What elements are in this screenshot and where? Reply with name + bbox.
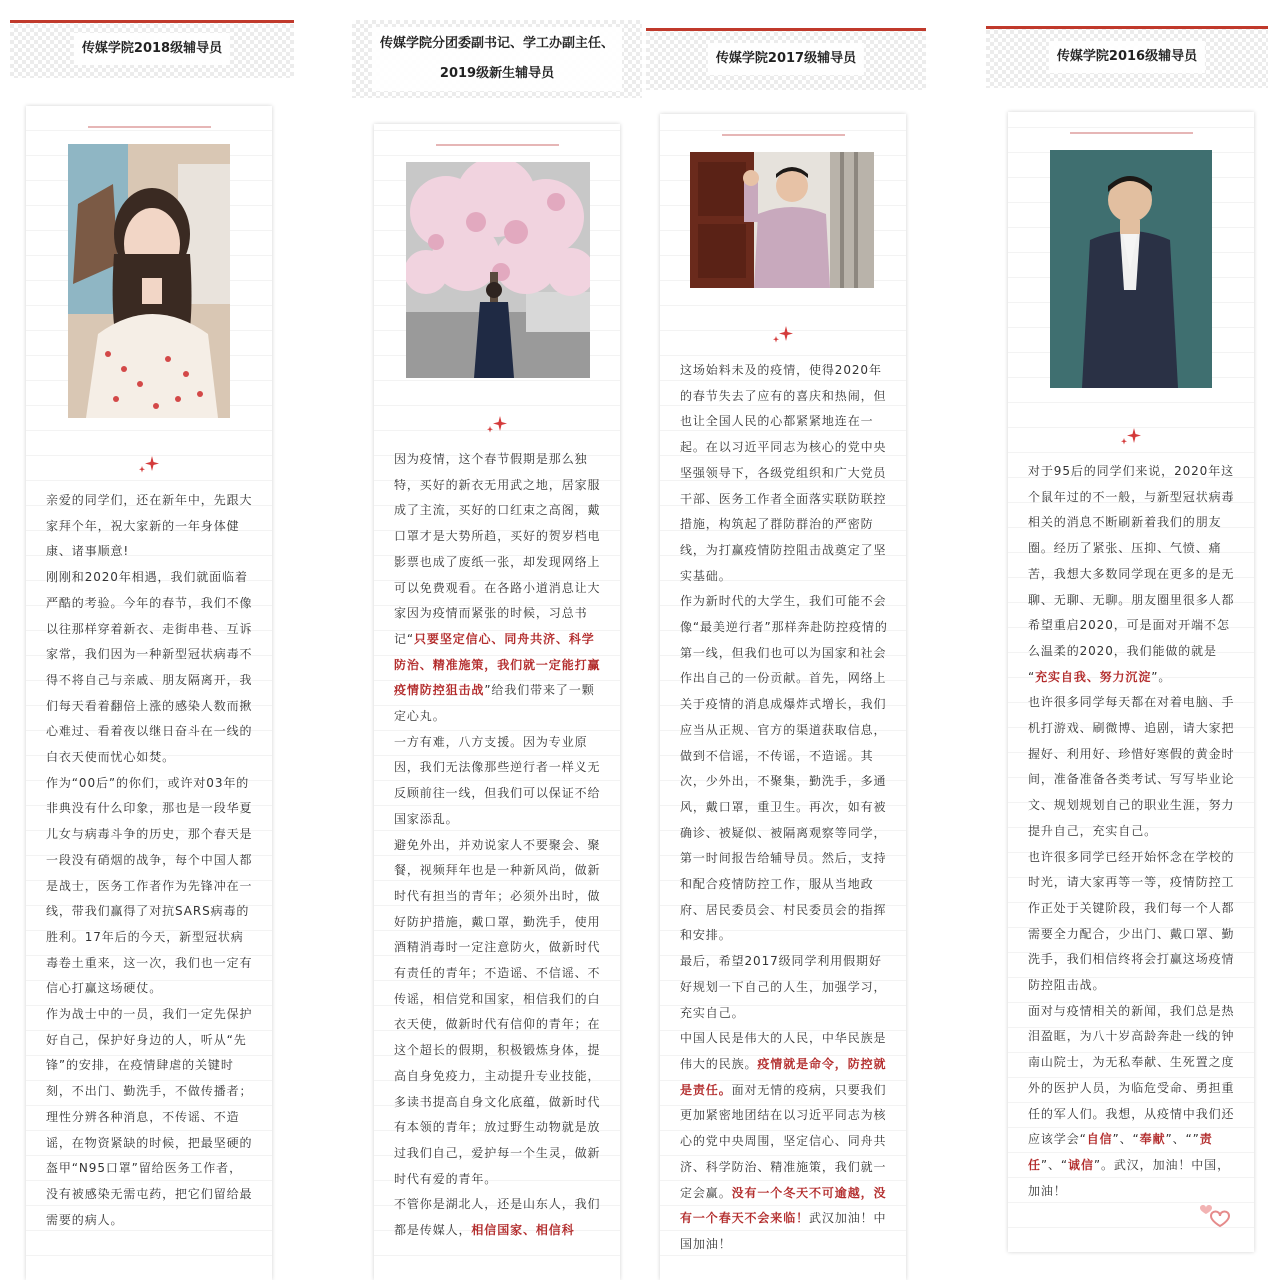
column-title: 传媒学院2018级辅导员 <box>74 33 230 65</box>
paragraph: 也许很多同学每天都在对着电脑、手机打游戏、刷微博、追剧，请大家把握好、利用好、珍惜好寒假的黄金时间，准备准备各类考试、写写毕业论文、规划规划自己的职业生涯，努力提升自己，充实自己。 <box>1028 695 1235 838</box>
header-topline <box>986 26 1268 29</box>
card-divider <box>1070 132 1193 134</box>
card-divider <box>436 144 559 146</box>
column-2017 <box>646 0 926 1280</box>
text-run: 因为疫情，这个春节假期是那么独特，买好的新衣无用武之地，居家服成了主流，买好的口红束之高阁，戴口罩才是大势所趋，买好的贺岁档电影票也成了废纸一张，却发现网络上可以免费观看。在各路小道消息让大家因为疫情而紧张的时候，习总书记“ <box>394 452 601 646</box>
text-run: 面对与疫情相关的新闻，我们总是热泪盈眶，为八十岁高龄奔赴一线的钟南山院士，为无私奉献、生死置之度外的医护人员，为临危受命、勇担重任的军人们。我想，从疫情中我们还应该学会“ <box>1028 1003 1235 1147</box>
paragraph <box>1028 999 1236 1205</box>
column-title <box>372 27 622 91</box>
article-body <box>1028 459 1236 1204</box>
column-title: 传媒学院2016级辅导员 <box>1049 41 1205 73</box>
sparkle-icon <box>137 454 161 474</box>
card-divider <box>722 134 845 136</box>
paragraph: 避免外出，并劝说家人不要聚会、聚餐，视频拜年也是一种新风尚，做新时代有担当的青年；必须外出时，做好防护措施，戴口罩，勤洗手，使用酒精消毒时一定注意防火，做新时代有责任的青年；不造谣、不信谣、不传谣，相信党和国家，相信我们的白衣天使，做新时代有信仰的青年；在这个超长的假期，积极锻炼身体，提高自身免疫力，主动提升专业技能，多读书提高自身文化底蕴，做新时代有本领的青年；放过野生动物就是放过我们自己，爱护每一个生灵，做新时代有爱的青年。 <box>394 837 601 1186</box>
column-2018 <box>10 0 294 1280</box>
paragraph <box>394 447 602 730</box>
paragraph: 作为战士中的一员，我们一定先保护好自己，保护好身边的人，听从“先锋”的安排，在疫情肆虐的关键时刻，不出门、勤洗手，不做传播者；理性分辨各种消息，不传谣、不造谣，在物资紧缺的时候，把最坚硬的盔甲“N95口罩”留给医务工作者，没有被感染无需屯药，把它们留给最需要的病人。 <box>46 1007 253 1227</box>
highlight-text: 自信 <box>1086 1132 1113 1147</box>
paragraph: 作为新时代的大学生，我们可能不会像“最美逆行者”那样奔赴防控疫情的第一线，但我们也可以为国家和社会作出自己的一份贡献。首先，网络上关于疫情的消息成爆炸式增长，我们应当从正规、官方的渠道获取信息，做到不信谣，不传谣，不造谣。其次，少外出，不聚集，勤洗手，多通风，戴口罩，重卫生。再次，如有被确诊、被疑似、被隔离观察等同学，第一时间报告给辅导员。然后，支持和配合疫情防控工作，服从当地政府、居民委员会、村民委员会的指挥和安排。 <box>680 594 888 943</box>
counselor-photo <box>1050 150 1212 388</box>
counselor-photo <box>68 144 230 418</box>
text-run: 不管你是湖北人，还是山东人，我们都是传媒人， <box>394 1197 601 1238</box>
text-run: 对于95后的同学们来说，2020年这个鼠年过的不一般，与新型冠状病毒相关的消息不断刷新着我们的朋友圈。经历了紧张、压抑、气愤、痛苦，我想大多数同学现在更多的是无聊、无聊、无聊。朋友圈里很多人都希望重启2020，可是面对开端不怎么温柔的2020，我们能做的就是 “ <box>1028 464 1235 684</box>
text-run: ”、“ <box>1040 1157 1069 1172</box>
highlight-text: 疫情就是命令，防控就是责任。 <box>680 1056 887 1097</box>
title-line: 传媒学院分团委副书记、学工办副主任、 <box>379 36 615 51</box>
counselor-photo <box>690 152 874 288</box>
text-run: 武汉加油！中国加油！ <box>680 1211 887 1251</box>
header-topline <box>10 20 294 23</box>
sparkle-icon <box>1119 426 1143 446</box>
column-header <box>352 20 642 98</box>
hearts-icon <box>1194 1202 1234 1236</box>
text-run: ”给我们带来了一颗定心丸。 <box>394 683 595 724</box>
counselor-photo <box>406 162 590 378</box>
paragraph: 作为“00后”的你们，或许对03年的非典没有什么印象，那也是一段华夏儿女与病毒斗争的历史，那个春天是一段没有硝烟的战争，每个中国人都是战士，医务工作者作为先锋冲在一线，带我们赢得了对抗SARS病毒的胜利。17年后的今天，新型冠状病毒卷土重来，这一次，我们也一定有信心打赢这场硬仗。 <box>46 775 253 996</box>
paragraph <box>394 1192 602 1243</box>
sparkle-icon <box>771 324 795 344</box>
card-divider <box>88 126 211 128</box>
title-line: 2019级新生辅导员 <box>439 66 555 81</box>
column-header <box>10 20 294 78</box>
text-run: ”。 <box>1151 669 1172 684</box>
text-run: 面对无情的疫病，只要我们更加紧密地团结在以习近平同志为核心的党中央周围，坚定信心、同舟共济、科学防治、精准施策，我们就一定会赢。 <box>680 1082 887 1200</box>
paragraph <box>1028 459 1236 690</box>
text-run: ”、“ <box>1112 1132 1140 1147</box>
highlight-text: 责任 <box>1028 1132 1213 1172</box>
column-header <box>646 28 926 90</box>
article-card <box>1008 112 1254 1252</box>
header-topline <box>646 28 926 31</box>
paragraph: 这场始料未及的疫情，使得2020年的春节失去了应有的喜庆和热闹，但也让全国人民的心都紧紧地连在一起。在以习近平同志为核心的党中央坚强领导下，各级党组织和广大党员干部、医务工作者全面落实联防联控措施，构筑起了群防群治的严密防线，为打赢疫情防控阻击战奠定了坚实基础。 <box>680 363 887 583</box>
highlight-text: 诚信 <box>1068 1157 1094 1172</box>
paragraph: 最后，希望2017级同学利用假期好好规划一下自己的人生，加强学习，充实自己。 <box>680 954 887 1020</box>
highlight-text: 充实自我、努力沉淀 <box>1035 669 1152 684</box>
article-body <box>394 447 602 1244</box>
highlight-text: 只要坚定信心、同舟共济、科学防治、精准施策，我们就一定能打赢疫情防控狙击战 <box>394 631 601 698</box>
paragraph: 也许很多同学已经开始怀念在学校的时光，请大家再等一等，疫情防控工作正处于关键阶段，我们每一个人都需要全力配合，少出门、戴口罩、勤洗手，我们相信终将会打赢这场疫情防控阻击战。 <box>1028 849 1235 993</box>
column-title: 传媒学院2017级辅导员 <box>708 43 864 75</box>
text-run: 中国人民是伟大的人民，中华民族是伟大的民族。 <box>680 1031 887 1071</box>
text-run: ”。武汉，加油！中国，加油！ <box>1028 1157 1230 1198</box>
article-body <box>46 488 254 1233</box>
article-card <box>374 124 620 1280</box>
paragraph <box>680 1026 888 1257</box>
article-card <box>26 106 272 1280</box>
highlight-text: 奉献 <box>1139 1132 1166 1147</box>
column-header <box>986 26 1268 88</box>
column-2019 <box>352 0 642 1280</box>
paragraph: 亲爱的同学们，还在新年中，先跟大家拜个年，祝大家新的一年身体健康、诸事顺意! <box>46 493 253 559</box>
article-card <box>660 114 906 1280</box>
text-run: ”、“” <box>1165 1132 1200 1147</box>
paragraph: 刚刚和2020年相遇，我们就面临着严酷的考验。今年的春节，我们不像以往那样穿着新衣、走街串巷、互诉家常，我们因为一种新型冠状病毒不得不将自己与亲戚、朋友隔离开，我们每天看着翻倍上涨的感染人数而揪心难过、看着夜以继日奋斗在一线的白衣天使而忧心如焚。 <box>46 570 253 765</box>
highlight-text: 相信国家、相信科 <box>471 1223 575 1238</box>
column-2016 <box>986 0 1268 1280</box>
highlight-text: 没有一个冬天不可逾越，没有一个春天不会来临！ <box>680 1185 887 1226</box>
article-body <box>680 358 888 1258</box>
sparkle-icon <box>485 414 509 434</box>
paragraph: 一方有难，八方支援。因为专业原因，我们无法像那些逆行者一样义无反顾前往一线，但我们可以保证不给国家添乱。 <box>394 734 601 826</box>
